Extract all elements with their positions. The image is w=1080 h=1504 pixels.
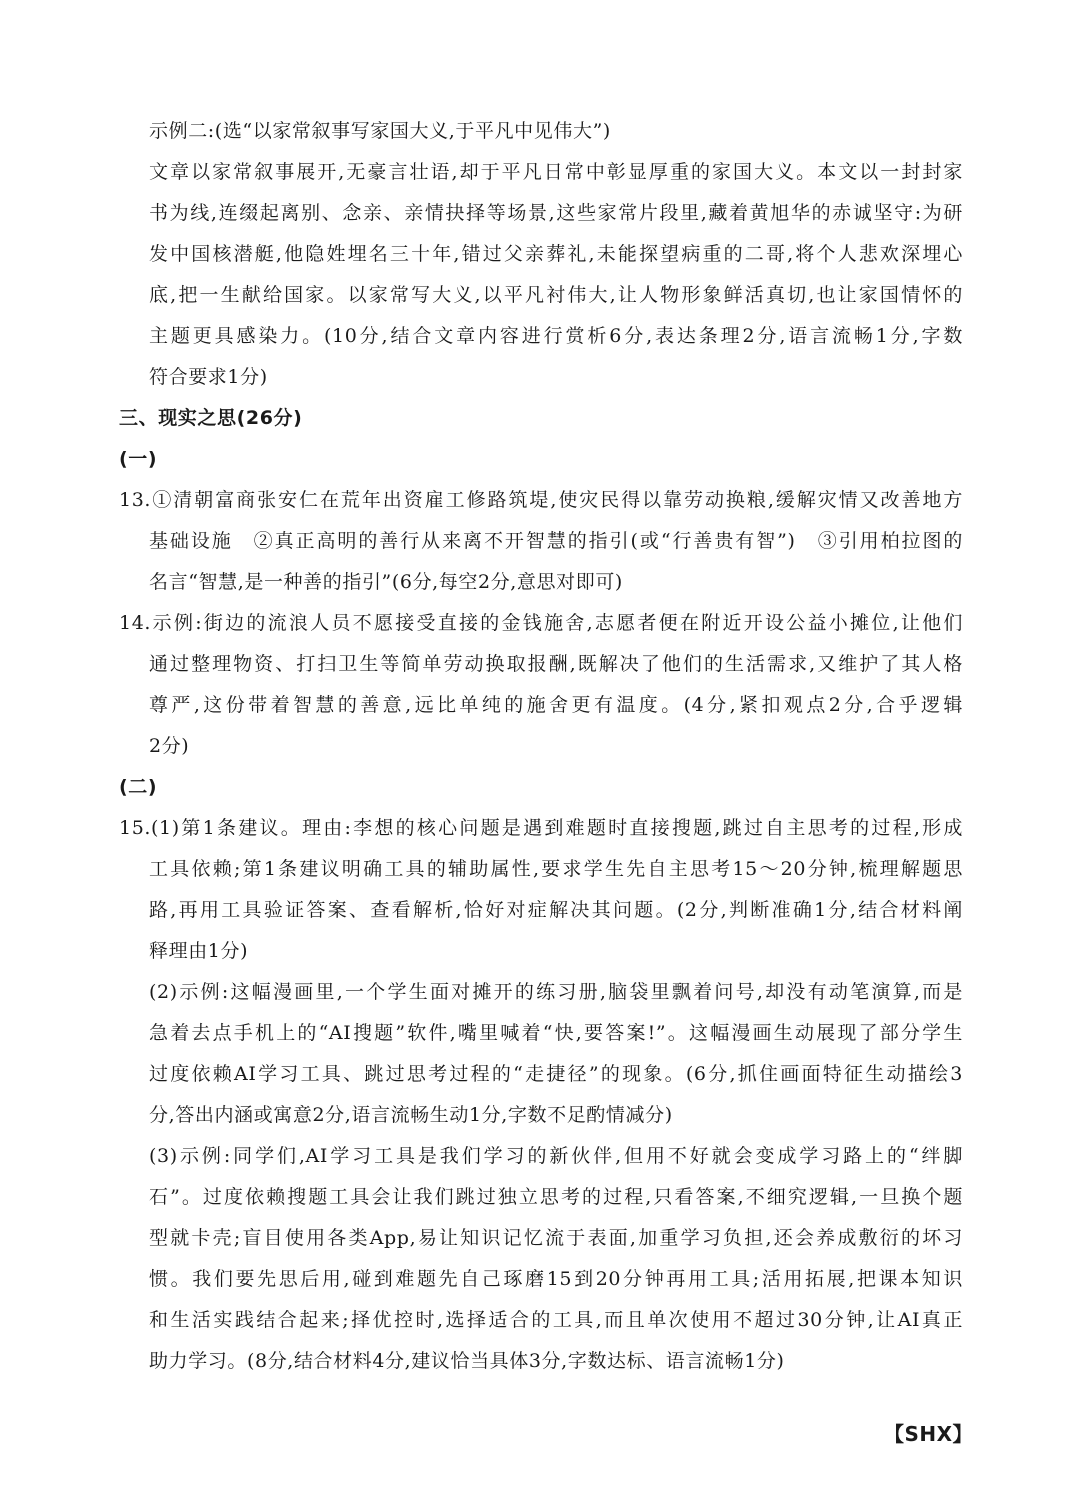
question-15-3-line: 和生活实践结合起来;择优控时,选择适合的工具,而且单次使用不超过30分钟,让AI真正 — [149, 1309, 964, 1331]
question-15-3-line: 石”。过度依赖搜题工具会让我们跳过独立思考的过程,只看答案,不细究逻辑,一旦换个题 — [149, 1186, 963, 1208]
document-code: 【SHX】 — [884, 1422, 974, 1446]
question-14-line: 2分) — [149, 735, 190, 757]
question-15-2-line: 分,答出内涵或寓意2分,语言流畅生动1分,字数不足酌情减分) — [149, 1104, 673, 1126]
part-title: (二) — [119, 776, 158, 798]
question-14-line: 14.示例:街边的流浪人员不愿接受直接的金钱施舍,志愿者便在附近开设公益小摊位,让他们 — [119, 612, 963, 634]
example2-text-line: 底,把一生献给国家。以家常写大义,以平凡衬伟大,让人物形象鲜活真切,也让家国情怀的 — [149, 284, 963, 306]
example2-text-line: 文章以家常叙事展开,无豪言壮语,却于平凡日常中彰显厚重的家国大义。本文以一封封家 — [149, 161, 963, 183]
question-15-2-line: 急着去点手机上的“AI搜题”软件,嘴里喊着“快,要答案!”。这幅漫画生动展现了部分学生 — [149, 1022, 963, 1044]
example2-text-line: 符合要求1分) — [149, 366, 268, 388]
question-14-line: 通过整理物资、打扫卫生等简单劳动换取报酬,既解决了他们的生活需求,又维护了其人格 — [149, 653, 963, 675]
question-15-2-line: (2)示例:这幅漫画里,一个学生面对摊开的练习册,脑袋里飘着问号,却没有动笔演算,而是 — [149, 981, 963, 1003]
question-15-1-line: 释理由1分) — [149, 940, 249, 962]
example2-text-line: 发中国核潜艇,他隐姓埋名三十年,错过父亲葬礼,未能探望病重的二哥,将个人悲欢深埋心 — [149, 243, 963, 265]
question-15-1-line: 路,再用工具验证答案、查看解析,恰好对症解决其问题。(2分,判断准确1分,结合材料阐 — [149, 899, 963, 921]
example2-text-line: 主题更具感染力。(10分,结合文章内容进行赏析6分,表达条理2分,语言流畅1分,字数 — [149, 325, 963, 347]
question-13-line: 13.①清朝富商张安仁在荒年出资雇工修路筑堤,使灾民得以靠劳动换粮,缓解灾情又改善地方 — [119, 489, 963, 511]
question-14-line: 尊严,这份带着智慧的善意,远比单纯的施舍更有温度。(4分,紧扣观点2分,合乎逻辑 — [149, 694, 963, 716]
question-13-line: 名言“智慧,是一种善的指引”(6分,每空2分,意思对即可) — [149, 571, 623, 593]
question-15-1-line: 工具依赖;第1条建议明确工具的辅助属性,要求学生先自主思考15～20分钟,梳理解题思 — [149, 858, 963, 880]
question-15-1-line: 15.(1)第1条建议。理由:李想的核心问题是遇到难题时直接搜题,跳过自主思考的过程,形成 — [119, 817, 963, 839]
question-15-3-line: 惯。我们要先思后用,碰到难题先自己琢磨15到20分钟再用工具;活用拓展,把课本知识 — [149, 1268, 963, 1290]
question-15-3-line: 型就卡壳;盲目使用各类App,易让知识记忆流于表面,加重学习负担,还会养成敷衍的坏习 — [149, 1227, 963, 1249]
question-13-line: 基础设施 ②真正高明的善行从来离不开智慧的指引(或“行善贵有智”) ③引用柏拉图的 — [149, 530, 963, 552]
question-15-3-line: 助力学习。(8分,结合材料4分,建议恰当具体3分,字数达标、语言流畅1分) — [149, 1350, 785, 1372]
question-15-2-line: 过度依赖AI学习工具、跳过思考过程的“走捷径”的现象。(6分,抓住画面特征生动描绘3 — [149, 1063, 963, 1085]
question-15-3-line: (3)示例:同学们,AI学习工具是我们学习的新伙伴,但用不好就会变成学习路上的“绊脚 — [149, 1145, 963, 1167]
part-title: (一) — [119, 448, 158, 470]
example2-title: 示例二:(选“以家常叙事写家国大义,于平凡中见伟大”) — [149, 120, 611, 142]
example2-text-line: 书为线,连缀起离别、念亲、亲情抉择等场景,这些家常片段里,藏着黄旭华的赤诚坚守:为研 — [149, 202, 963, 224]
section-title: 三、现实之思(26分) — [119, 407, 303, 429]
